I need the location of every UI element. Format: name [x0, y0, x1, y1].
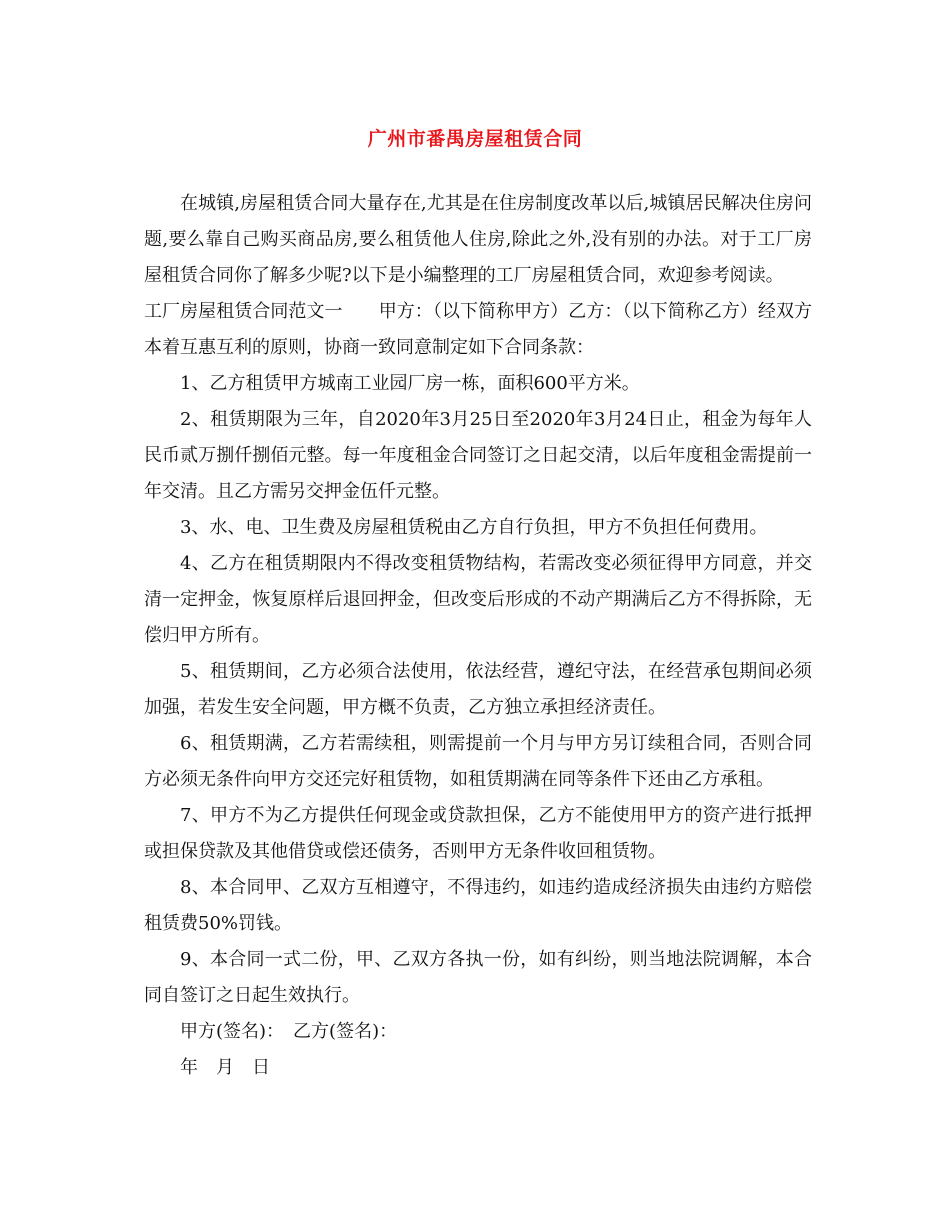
signature-line: 甲方(签名)： 乙方(签名)：	[180, 1021, 398, 1042]
clause-4: 4、乙方在租赁期限内不得改变租赁物结构，若需改变必须征得甲方同意，并交清一定押金，恢复原样后退回押金，但改变后形成的不动产期满后乙方不得拆除，无偿归甲方所有。	[144, 553, 812, 646]
clause-7: 7、甲方不为乙方提供任何现金或贷款担保，乙方不能使用甲方的资产进行抵押或担保贷款及其他借贷或偿还债务，否则甲方无条件收回租赁物。	[144, 805, 812, 862]
parties-paragraph: 工厂房屋租赁合同范文一 甲方：（以下简称甲方）乙方：（以下简称乙方）经双方本着互惠互利的原则，协商一致同意制定如下合同条款：	[144, 301, 812, 358]
document-body	[144, 186, 812, 1086]
intro-paragraph: 在城镇,房屋租赁合同大量存在,尤其是在住房制度改革以后,城镇居民解决住房问题,要么靠自己购买商品房,要么租赁他人住房,除此之外,没有别的办法。对于工厂房屋租赁合同你了解多少呢?以下是小编整理的工厂房屋租赁合同，欢迎参考阅读。	[144, 193, 812, 286]
clause-6: 6、租赁期满，乙方若需续租，则需提前一个月与甲方另订续租合同，否则合同方必须无条件向甲方交还完好租赁物，如租赁期满在同等条件下还由乙方承租。	[144, 733, 812, 790]
clause-8: 8、本合同甲、乙双方互相遵守，不得违约，如违约造成经济损失由违约方赔偿租赁费50%罚钱。	[144, 877, 812, 934]
clause-5: 5、租赁期间，乙方必须合法使用，依法经营，遵纪守法，在经营承包期间必须加强，若发生安全问题，甲方概不负责，乙方独立承担经济责任。	[144, 661, 812, 718]
clause-2: 2、租赁期限为三年，自2020年3月25日至2020年3月24日止，租金为每年人民币贰万捌仟捌佰元整。每一年度租金合同签订之日起交清，以后年度租金需提前一年交清。且乙方需另交押金伍仟元整。	[144, 409, 812, 502]
date-line: 年 月 日	[180, 1057, 270, 1078]
document-title: 广州市番禺房屋租赁合同	[367, 128, 583, 150]
clause-1: 1、乙方租赁甲方城南工业园厂房一栋，面积600平方米。	[180, 373, 640, 394]
clause-9: 9、本合同一式二份，甲、乙双方各执一份，如有纠纷，则当地法院调解，本合同自签订之日起生效执行。	[144, 949, 812, 1006]
clause-3: 3、水、电、卫生费及房屋租赁税由乙方自行负担，甲方不负担任何费用。	[180, 517, 768, 538]
